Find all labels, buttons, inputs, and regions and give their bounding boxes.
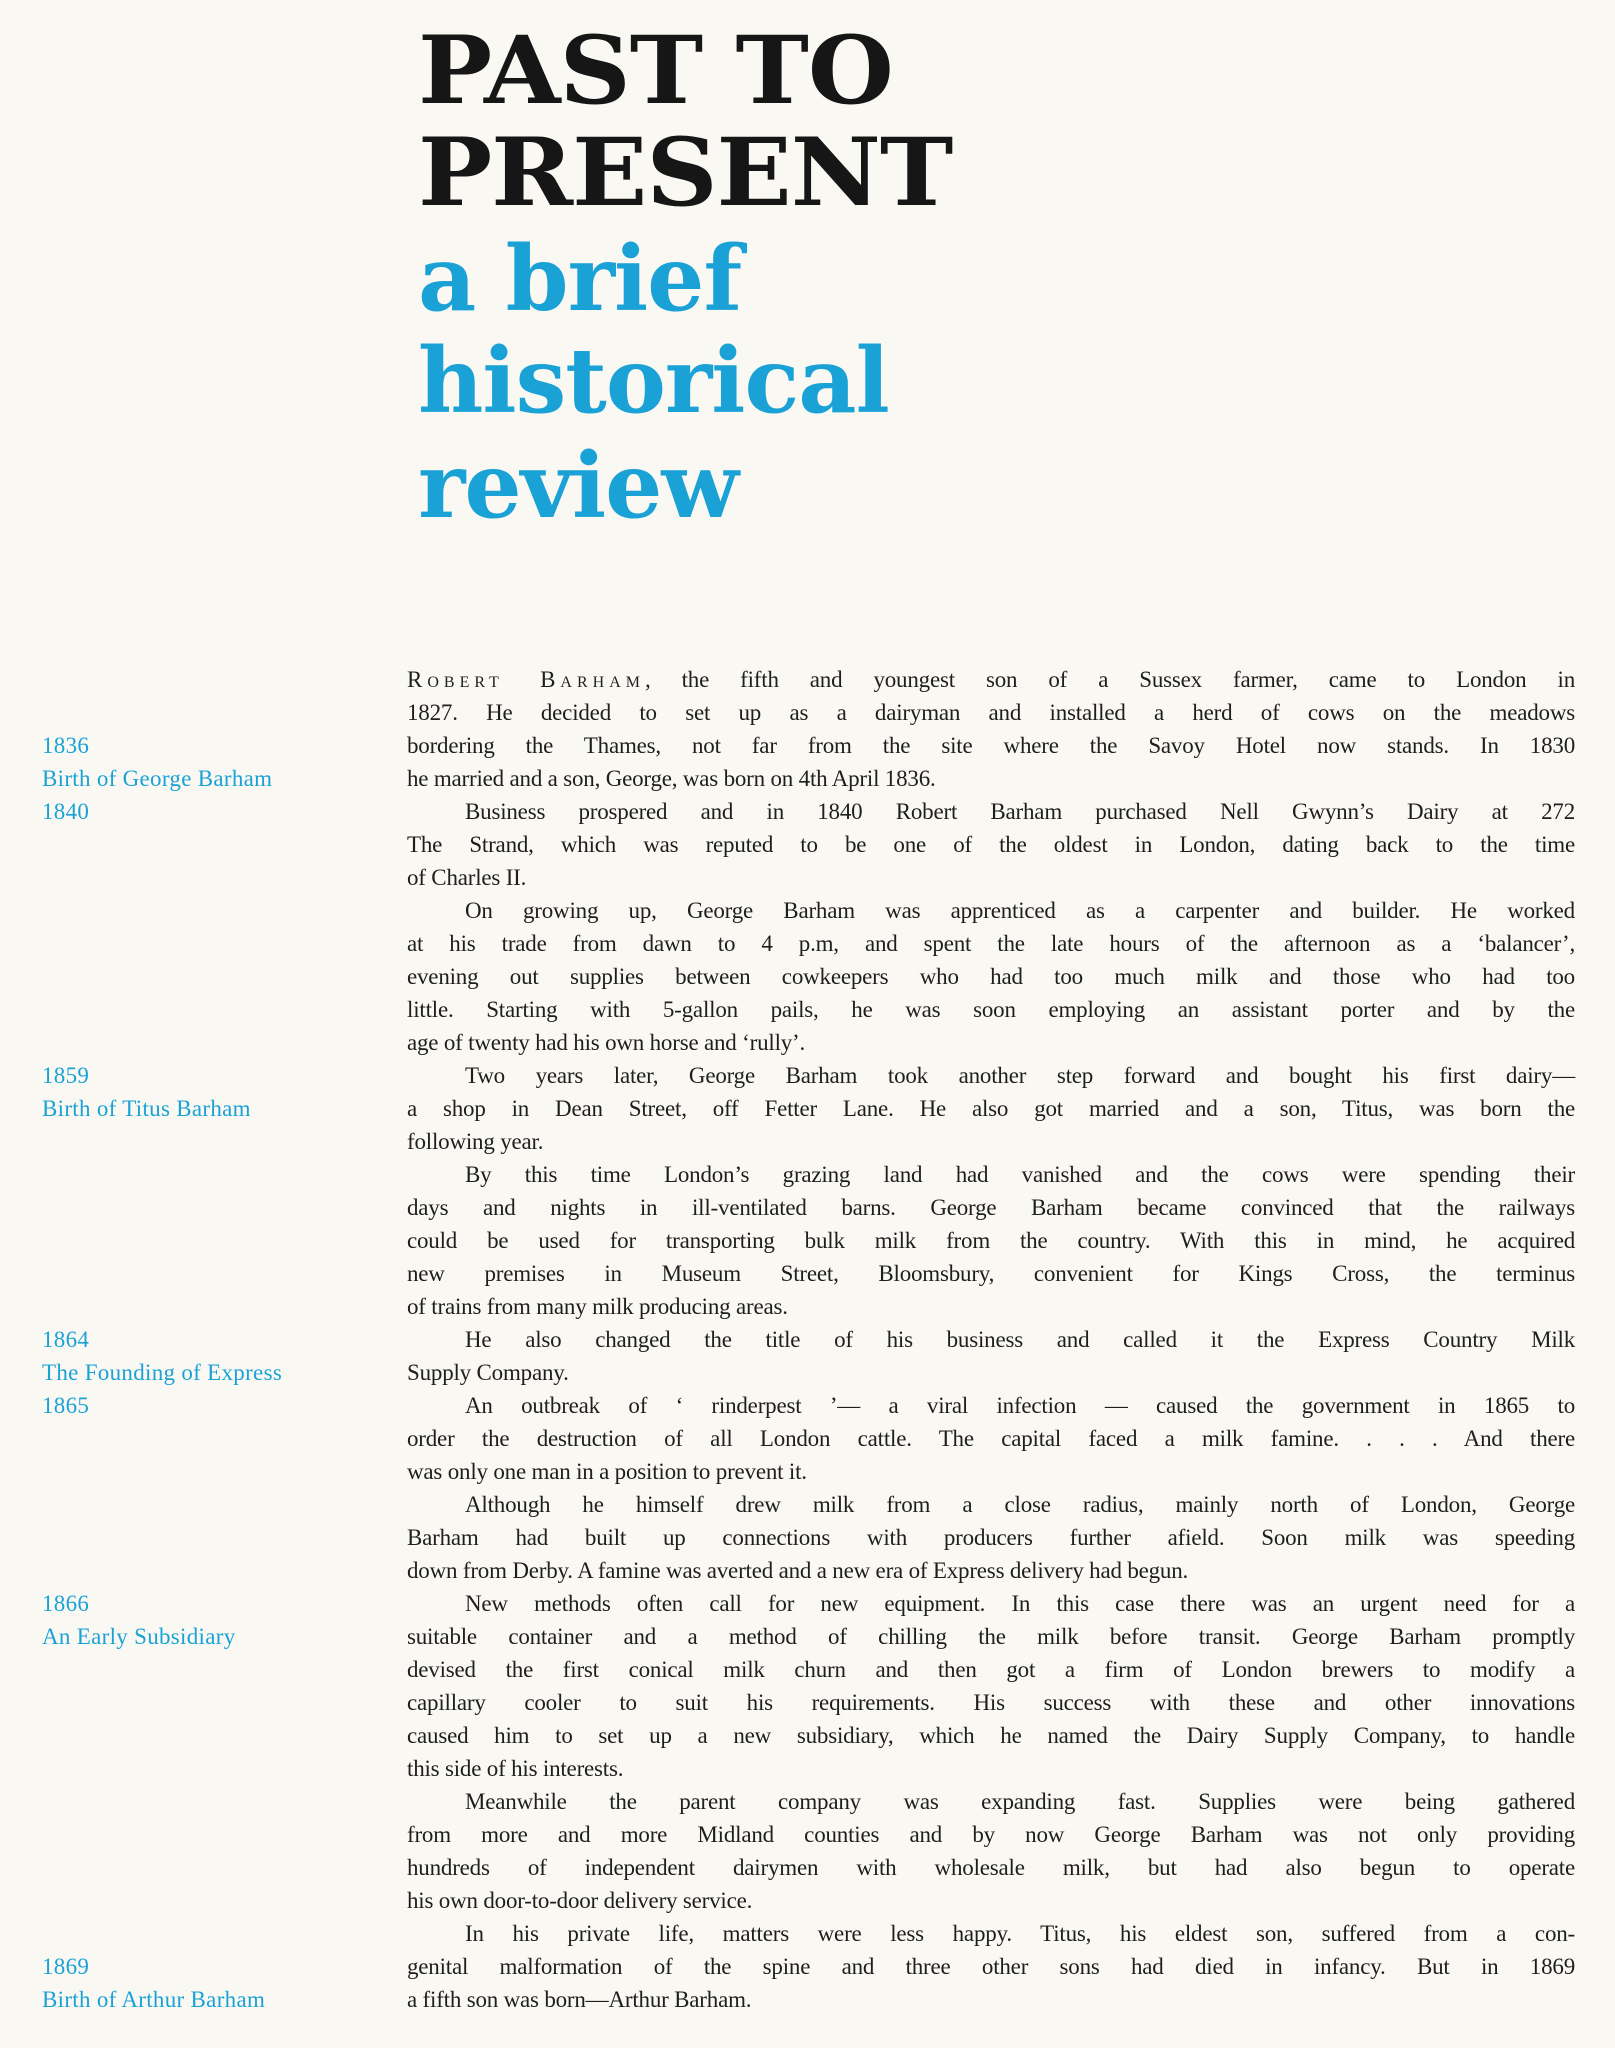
paragraph-1-line-1: Robert Barham, the fifth and youngest son of a Sussex farmer, came to London in <box>407 667 1575 692</box>
paragraph-3-line: at his trade from dawn to 4 p.m, and spent the late hours of the afternoon as a ‘balancer’, <box>407 931 1575 956</box>
headline <box>418 0 1178 560</box>
timeline-event: Birth of Arthur Barham <box>42 1987 266 2012</box>
paragraph-3-line: age of twenty had his own horse and ‘rully’. <box>407 1030 806 1055</box>
timeline-event: The Founding of Express <box>42 1360 283 1385</box>
paragraph-8-line: Although he himself drew milk from a close radius, mainly north of London, George <box>465 1492 1575 1517</box>
paragraph-4-line: following year. <box>407 1129 544 1154</box>
paragraph-6-line: Supply Company. <box>407 1360 569 1385</box>
paragraph-3-line: evening out supplies between cowkeepers who had too much milk and those who had too <box>407 964 1575 989</box>
paragraph-8-line: down from Derby. A famine was averted and a new era of Express delivery had begun. <box>407 1558 1189 1583</box>
paragraph-3-line: little. Starting with 5-gallon pails, he was soon employing an assistant porter and by the <box>407 997 1575 1022</box>
timeline-year: 1859 <box>42 1063 90 1088</box>
paragraph-7-line: An outbreak of ‘ rinderpest ’— a viral infection — caused the government in 1865 to <box>465 1393 1575 1418</box>
paragraph-1-line: bordering the Thames, not far from the site where the Savoy Hotel now stands. In 1830 <box>407 733 1575 758</box>
paragraph-4-line: Two years later, George Barham took another step forward and bought his first dairy— <box>465 1063 1575 1088</box>
headline-present: PRESENT <box>418 118 953 228</box>
timeline-year: 1866 <box>42 1591 90 1616</box>
paragraph-1-line: he married and a son, George, was born on 4th April 1836. <box>407 766 936 791</box>
timeline-year: 1864 <box>42 1327 90 1352</box>
subheadline-historical: historical <box>418 328 889 434</box>
timeline-event: An Early Subsidiary <box>42 1624 236 1649</box>
paragraph-10-line: from more and more Midland counties and by now George Barham was not only providing <box>407 1822 1575 1847</box>
timeline-year: 1865 <box>42 1393 90 1418</box>
paragraph-9-line: capillary cooler to suit his requirements. His success with these and other innovations <box>407 1690 1575 1715</box>
paragraph-11-line: In his private life, matters were less happy. Titus, his eldest son, suffered from a con- <box>465 1921 1575 1946</box>
timeline-event: Birth of Titus Barham <box>42 1096 251 1121</box>
paragraph-5-line: could be used for transporting bulk milk from the country. With this in mind, he acquired <box>407 1228 1575 1253</box>
paragraph-4-line: a shop in Dean Street, off Fetter Lane. He also got married and a son, Titus, was born the <box>407 1096 1575 1121</box>
paragraph-11-line: genital malformation of the spine and three other sons had died in infancy. But in 1869 <box>407 1954 1575 1979</box>
timeline-year: 1836 <box>42 733 90 758</box>
paragraph-3-line: On growing up, George Barham was apprenticed as a carpenter and builder. He worked <box>465 898 1575 923</box>
paragraph-5-line: of trains from many milk producing areas. <box>407 1294 788 1319</box>
paragraph-10-line: Meanwhile the parent company was expanding fast. Supplies were being gathered <box>465 1789 1575 1814</box>
paragraph-2-line: Business prospered and in 1840 Robert Barham purchased Nell Gwynn’s Dairy at 272 <box>465 799 1575 824</box>
timeline-event: Birth of George Barham <box>42 766 273 791</box>
paragraph-11-line: a fifth son was born—Arthur Barham. <box>407 1987 752 2012</box>
paragraph-5-line: days and nights in ill-ventilated barns. George Barham became convinced that the railways <box>407 1195 1575 1220</box>
paragraph-6-line: He also changed the title of his business and called it the Express Country Milk <box>465 1327 1575 1352</box>
paragraph-9-line: this side of his interests. <box>407 1756 624 1781</box>
timeline-year: 1840 <box>42 799 90 824</box>
paragraph-8-line: Barham had built up connections with producers further afield. Soon milk was speeding <box>407 1525 1575 1550</box>
paragraph-7-line: order the destruction of all London cattle. The capital faced a milk famine. . . . And there <box>407 1426 1575 1451</box>
paragraph-2-line: The Strand, which was reputed to be one of the oldest in London, dating back to the time <box>407 832 1575 857</box>
subheadline-review: review <box>418 433 738 539</box>
paragraph-10-line: his own door-to-door delivery service. <box>407 1888 753 1913</box>
lead-name: Robert Barham <box>407 667 645 692</box>
paragraph-5-line: new premises in Museum Street, Bloomsbury, convenient for Kings Cross, the terminus <box>407 1261 1575 1286</box>
timeline-year: 1869 <box>42 1954 90 1979</box>
paragraph-9-line: New methods often call for new equipment. In this case there was an urgent need for a <box>465 1591 1575 1616</box>
subheadline-a-brief: a brief <box>418 226 742 332</box>
paragraph-10-line: hundreds of independent dairymen with wholesale milk, but had also begun to operate <box>407 1855 1575 1880</box>
paragraph-7-line: was only one man in a position to prevent it. <box>407 1459 807 1484</box>
paragraph-2-line: of Charles II. <box>407 865 527 890</box>
paragraph-1-line: 1827. He decided to set up as a dairyman and installed a herd of cows on the meadows <box>407 700 1575 725</box>
paragraph-9-line: suitable container and a method of chilling the milk before transit. George Barham promptly <box>407 1624 1575 1649</box>
paragraph-9-line: caused him to set up a new subsidiary, which he named the Dairy Supply Company, to handle <box>407 1723 1575 1748</box>
paragraph-9-line: devised the first conical milk churn and then got a firm of London brewers to modify a <box>407 1657 1575 1682</box>
headline-past-to: PAST TO <box>418 16 893 126</box>
paragraph-5-line: By this time London’s grazing land had vanished and the cows were spending their <box>465 1162 1575 1187</box>
